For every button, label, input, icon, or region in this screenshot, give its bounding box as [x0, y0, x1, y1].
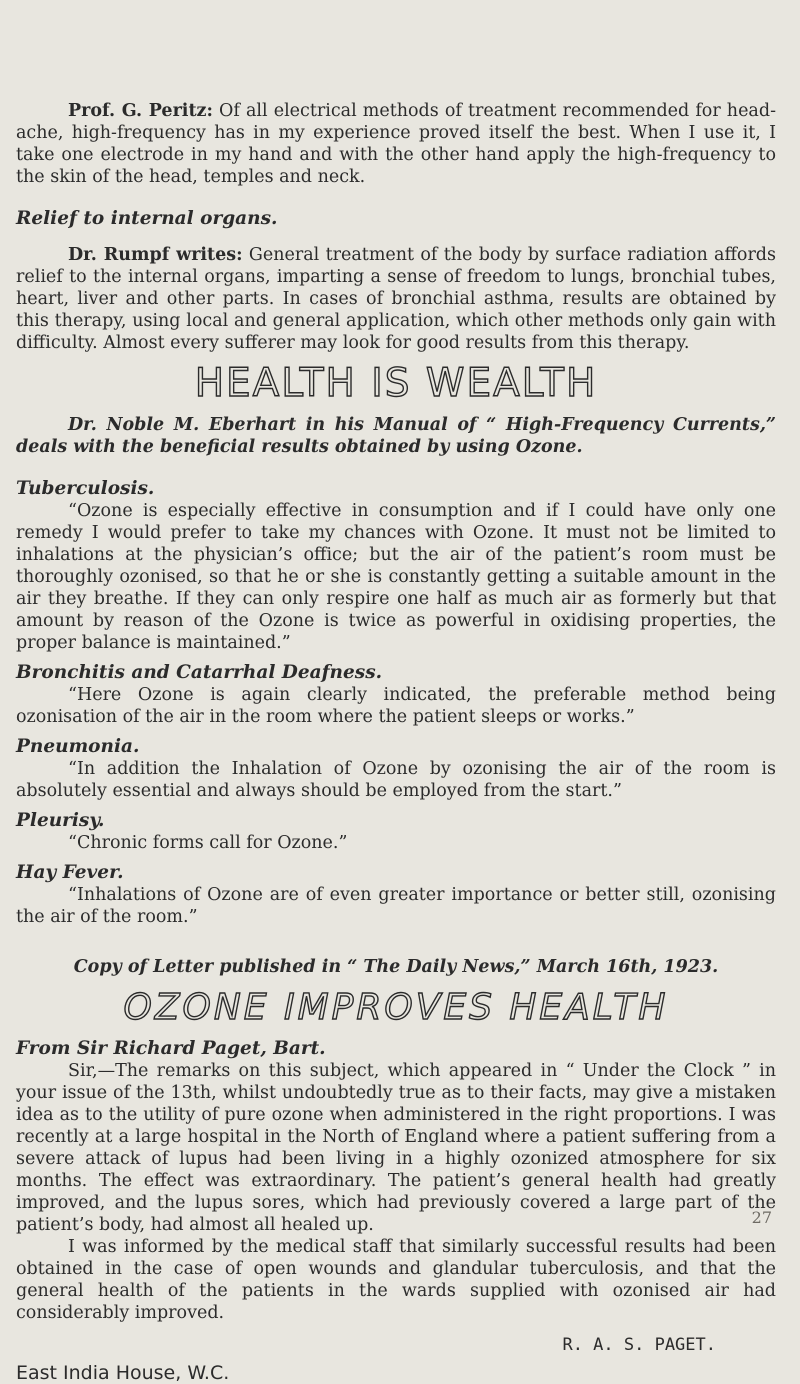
letter-from: From Sir Richard Paget, Bart. — [16, 1038, 326, 1059]
section-heading-pleurisy: Pleurisy. — [16, 810, 105, 831]
rumpf-speaker: Dr. Rumpf writes: — [68, 245, 243, 265]
page-mark: 27 — [751, 1208, 772, 1227]
section-text-pneumonia: “In addition the Inhalation of Ozone by ozonising the air of the room is absolutely essential and always should be employed from the start.” — [16, 759, 776, 801]
peritz-text: Of all electrical methods of treatment recommended for head-ache, high-frequency has in my experience proved itself the best. When I use it, I take one electrode in my hand and with the other hand apply the high-frequency to the skin of the head, temples and neck. — [16, 101, 776, 187]
section-text-bronchitis: “Here Ozone is again clearly indicated, the preferable method being ozonisation of the air in the room where the patient sleeps or works.” — [16, 685, 776, 727]
section-heading-pneumonia: Pneumonia. — [16, 736, 140, 757]
letter-paragraph-1: Sir,—The remarks on this subject, which appeared in “ Under the Clock ” in your issue of the 13th, whilst undoubtedly true as to their facts, may give a mistaken idea as to the utility of pure ozone when administered in the right proportions. I was recently at a large hospital in the North of England where a patient suffering from a severe attack of lupus had been living in a highly ozonized atmosphere for six months. The effect was extraordinary. The patient’s general health had greatly improved, and the lupus sores, which had previously covered a large part of the patient’s body, had almost all healed up. — [16, 1061, 776, 1235]
letter-signature: R. A. S. PAGET. — [562, 1335, 716, 1355]
peritz-paragraph — [16, 100, 776, 188]
letter-paragraph-2: I was informed by the medical staff that similarly successful results had been obtained in the case of open wounds and glandular tuberculosis, and that the general health of the patients in the wards supplied with ozonised air had considerably improved. — [16, 1237, 776, 1323]
eberhart-intro: Dr. Noble M. Eberhart in his Manual of “ High-Frequency Currents,” deals with the beneficial results obtained by using Ozone. — [16, 415, 776, 457]
letter-title: Copy of Letter published in “ The Daily News,” March 16th, 1923. — [73, 957, 719, 977]
section-text-tuberculosis: “Ozone is especially effective in consumption and if I could have only one remedy I would prefer to take my chances with Ozone. It must not be limited to inhalations at the physician’s office; but the air of the patient’s room must be thoroughly ozonised, so that he or she is constantly getting a suitable amount in the air they breathe. If they can only respire one half as much air as formerly but that amount by reason of the Ozone is twice as powerful in oxidising properties, the proper balance is maintained.” — [16, 501, 776, 653]
peritz-speaker: Prof. G. Peritz: — [68, 101, 213, 121]
section-heading-bronchitis: Bronchitis and Catarrhal Deafness. — [16, 662, 383, 683]
rumpf-text: General treatment of the body by surface radiation affords relief to the internal organs, imparting a sense of freedom to lungs, bronchial tubes, heart, liver and other parts. In cases of bronchial asthma, results are obtained by this therapy, using local and general application, which other methods only gain with difficulty. Almost every sufferer may look for good results from this therapy. — [16, 245, 776, 353]
ozone-improves-health-banner: OZONE IMPROVES HEALTH — [123, 987, 669, 1028]
letter-address: East India House, W.C. — [16, 1362, 230, 1384]
section-heading-tuberculosis: Tuberculosis. — [16, 478, 155, 499]
rumpf-paragraph — [16, 244, 776, 354]
relief-heading: Relief to internal organs. — [16, 208, 278, 229]
section-heading-hay-fever: Hay Fever. — [16, 862, 124, 883]
section-text-pleurisy: “Chronic forms call for Ozone.” — [68, 833, 348, 853]
health-is-wealth-banner: HEALTH IS WEALTH — [194, 361, 598, 406]
section-text-hay-fever: “Inhalations of Ozone are of even greater importance or better still, ozonising the air of the room.” — [16, 885, 776, 927]
